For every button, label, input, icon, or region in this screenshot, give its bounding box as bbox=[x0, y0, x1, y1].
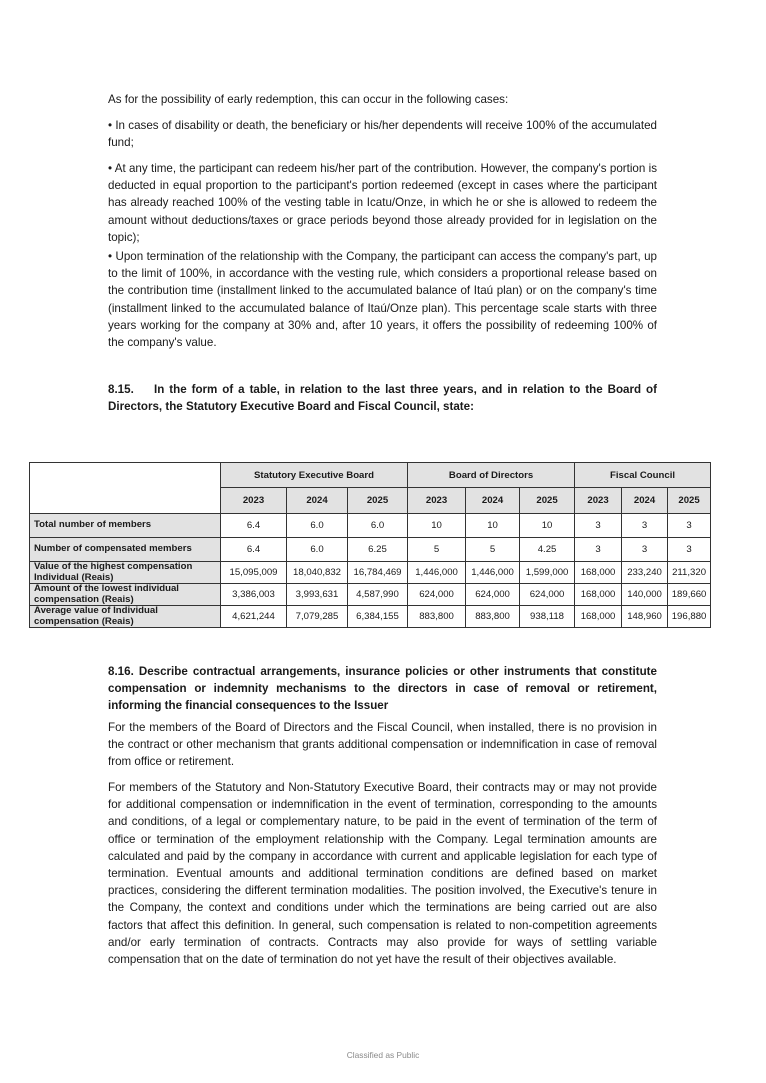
bullet-disability-paragraph: • In cases of disability or death, the beneficiary or his/her dependents will receive 100% of the accumulated fund; bbox=[108, 119, 657, 150]
table-cell: 3 bbox=[668, 538, 711, 562]
table-cell: 6.4 bbox=[221, 538, 287, 562]
table-cell: 4,587,990 bbox=[348, 584, 408, 606]
executive-board-paragraph: For members of the Statutory and Non-Statutory Executive Board, their contracts may or may not provide for additional compensation or indemnification in the event of termination, corresponding to the amounts and conditions, of a legal or complementary nature, to be paid in the event of termination of the term of office or termination of the employment relationship with the Company. Legal termination amounts are calculated and paid by the company in accordance with current and applicable legislation for each type of termination. Eventual amounts and additional termination conditions are defined based on market practices, considering the different termination modalities. The position involved, the Executive's tenure in the Company, the context and conditions under which the terminations are being carried out are also factors that affect this definition. In general, such compensation is related to non-competition agreements and/or early termination of contracts. Contracts may also provide for ways of settling variable compensation that on the date of termination do not yet have the result of their objectives available. bbox=[108, 781, 657, 967]
group-header-board-of-directors: Board of Directors bbox=[408, 463, 575, 488]
table-corner-cell bbox=[30, 463, 221, 514]
row-label: Value of the highest compensation Individual (Reais) bbox=[30, 562, 221, 584]
table-cell: 168,000 bbox=[575, 606, 622, 628]
table-cell: 168,000 bbox=[575, 584, 622, 606]
table-cell: 233,240 bbox=[622, 562, 668, 584]
table-cell: 883,800 bbox=[466, 606, 520, 628]
table-cell: 211,320 bbox=[668, 562, 711, 584]
table-cell: 624,000 bbox=[408, 584, 466, 606]
redemption-intro-paragraph: As for the possibility of early redemption, this can occur in the following cases: bbox=[108, 93, 509, 106]
table-cell: 3 bbox=[622, 514, 668, 538]
section-8-16-heading: 8.16. Describe contractual arrangements, insurance policies or other instruments that constitute compensation or indemnity mechanisms to the directors in case of removal or retirement, informing the financial consequences to the Issuer bbox=[108, 665, 657, 713]
table-cell: 140,000 bbox=[622, 584, 668, 606]
table-row-highest-compensation bbox=[30, 562, 711, 584]
table-cell: 18,040,832 bbox=[287, 562, 348, 584]
board-directors-paragraph: For the members of the Board of Directors and the Fiscal Council, when installed, there is no provision in the contract or other mechanism that grants additional compensation or indemnification in case of removal from office or retirement. bbox=[108, 721, 657, 769]
table-cell: 3 bbox=[575, 514, 622, 538]
row-label: Total number of members bbox=[30, 514, 221, 538]
year-header: 2024 bbox=[287, 488, 348, 514]
table-cell: 168,000 bbox=[575, 562, 622, 584]
table-cell: 6.0 bbox=[348, 514, 408, 538]
section-8-15-title: In the form of a table, in relation to the last three years, and in relation to the Board of Directors, the Statutory Executive Board and Fiscal Council, state: bbox=[108, 383, 657, 414]
year-header: 2025 bbox=[348, 488, 408, 514]
year-header: 2024 bbox=[466, 488, 520, 514]
table-cell: 5 bbox=[408, 538, 466, 562]
table-cell: 10 bbox=[520, 514, 575, 538]
table-cell: 6.0 bbox=[287, 514, 348, 538]
table-cell: 938,118 bbox=[520, 606, 575, 628]
table-cell: 196,880 bbox=[668, 606, 711, 628]
section-8-15-number: 8.15. bbox=[108, 383, 134, 396]
table-row-total-members bbox=[30, 514, 711, 538]
table-cell: 883,800 bbox=[408, 606, 466, 628]
year-header: 2023 bbox=[221, 488, 287, 514]
classification-footer: Classified as Public bbox=[346, 1050, 420, 1060]
table-row-lowest-compensation bbox=[30, 584, 711, 606]
year-header: 2023 bbox=[575, 488, 622, 514]
table-cell: 1,599,000 bbox=[520, 562, 575, 584]
table-cell: 1,446,000 bbox=[466, 562, 520, 584]
table-cell: 3,993,631 bbox=[287, 584, 348, 606]
table-group-header-row bbox=[30, 463, 711, 488]
group-header-fiscal-council: Fiscal Council bbox=[575, 463, 711, 488]
table-cell: 6.4 bbox=[221, 514, 287, 538]
table-cell: 10 bbox=[408, 514, 466, 538]
year-header: 2025 bbox=[520, 488, 575, 514]
table-cell: 10 bbox=[466, 514, 520, 538]
table-cell: 624,000 bbox=[520, 584, 575, 606]
group-header-statutory-executive-board: Statutory Executive Board bbox=[221, 463, 408, 488]
table-cell: 3,386,003 bbox=[221, 584, 287, 606]
table-cell: 5 bbox=[466, 538, 520, 562]
table-cell: 6,384,155 bbox=[348, 606, 408, 628]
table-cell: 15,095,009 bbox=[221, 562, 287, 584]
table-cell: 7,079,285 bbox=[287, 606, 348, 628]
row-label: Average value of Individual compensation (Reais) bbox=[30, 606, 221, 628]
section-8-15-heading bbox=[108, 381, 657, 415]
table-cell: 6.0 bbox=[287, 538, 348, 562]
table-cell: 4.25 bbox=[520, 538, 575, 562]
table-cell: 3 bbox=[575, 538, 622, 562]
table-row-compensated-members bbox=[30, 538, 711, 562]
table-cell: 189,660 bbox=[668, 584, 711, 606]
year-header: 2023 bbox=[408, 488, 466, 514]
bullet-any-time-paragraph: • At any time, the participant can redeem his/her part of the contribution. However, the company's portion is deducted in equal proportion to the participant's portion redeemed (except in cases where the participant has already reached 100% of the vesting table in Icatu/Onze, in which he or she is allowed to redeem the amount without deductions/taxes or grace periods beyond those already provided for in legislation on the topic); bbox=[108, 162, 657, 244]
table-cell: 16,784,469 bbox=[348, 562, 408, 584]
table-cell: 1,446,000 bbox=[408, 562, 466, 584]
table-row-average-compensation bbox=[30, 606, 711, 628]
table-cell: 3 bbox=[622, 538, 668, 562]
year-header: 2024 bbox=[622, 488, 668, 514]
year-header: 2025 bbox=[668, 488, 711, 514]
table-cell: 6.25 bbox=[348, 538, 408, 562]
bullet-termination-paragraph: • Upon termination of the relationship with the Company, the participant can access the company's part, up to the limit of 100%, in accordance with the vesting rule, which considers a proportional release based on the contribution time (installment linked to the accumulated balance of Itaú plan) or on the company's time (installment linked to the accumulated balance of Itaú/Onze plan). This percentage scale starts with three years working for the company at 30% and, after 10 years, it offers the possibility of redeeming 100% of the company's value. bbox=[108, 250, 657, 350]
table-cell: 3 bbox=[668, 514, 711, 538]
compensation-table bbox=[29, 462, 711, 628]
row-label: Number of compensated members bbox=[30, 538, 221, 562]
table-cell: 4,621,244 bbox=[221, 606, 287, 628]
table-cell: 624,000 bbox=[466, 584, 520, 606]
table-cell: 148,960 bbox=[622, 606, 668, 628]
row-label: Amount of the lowest individual compensation (Reais) bbox=[30, 584, 221, 606]
